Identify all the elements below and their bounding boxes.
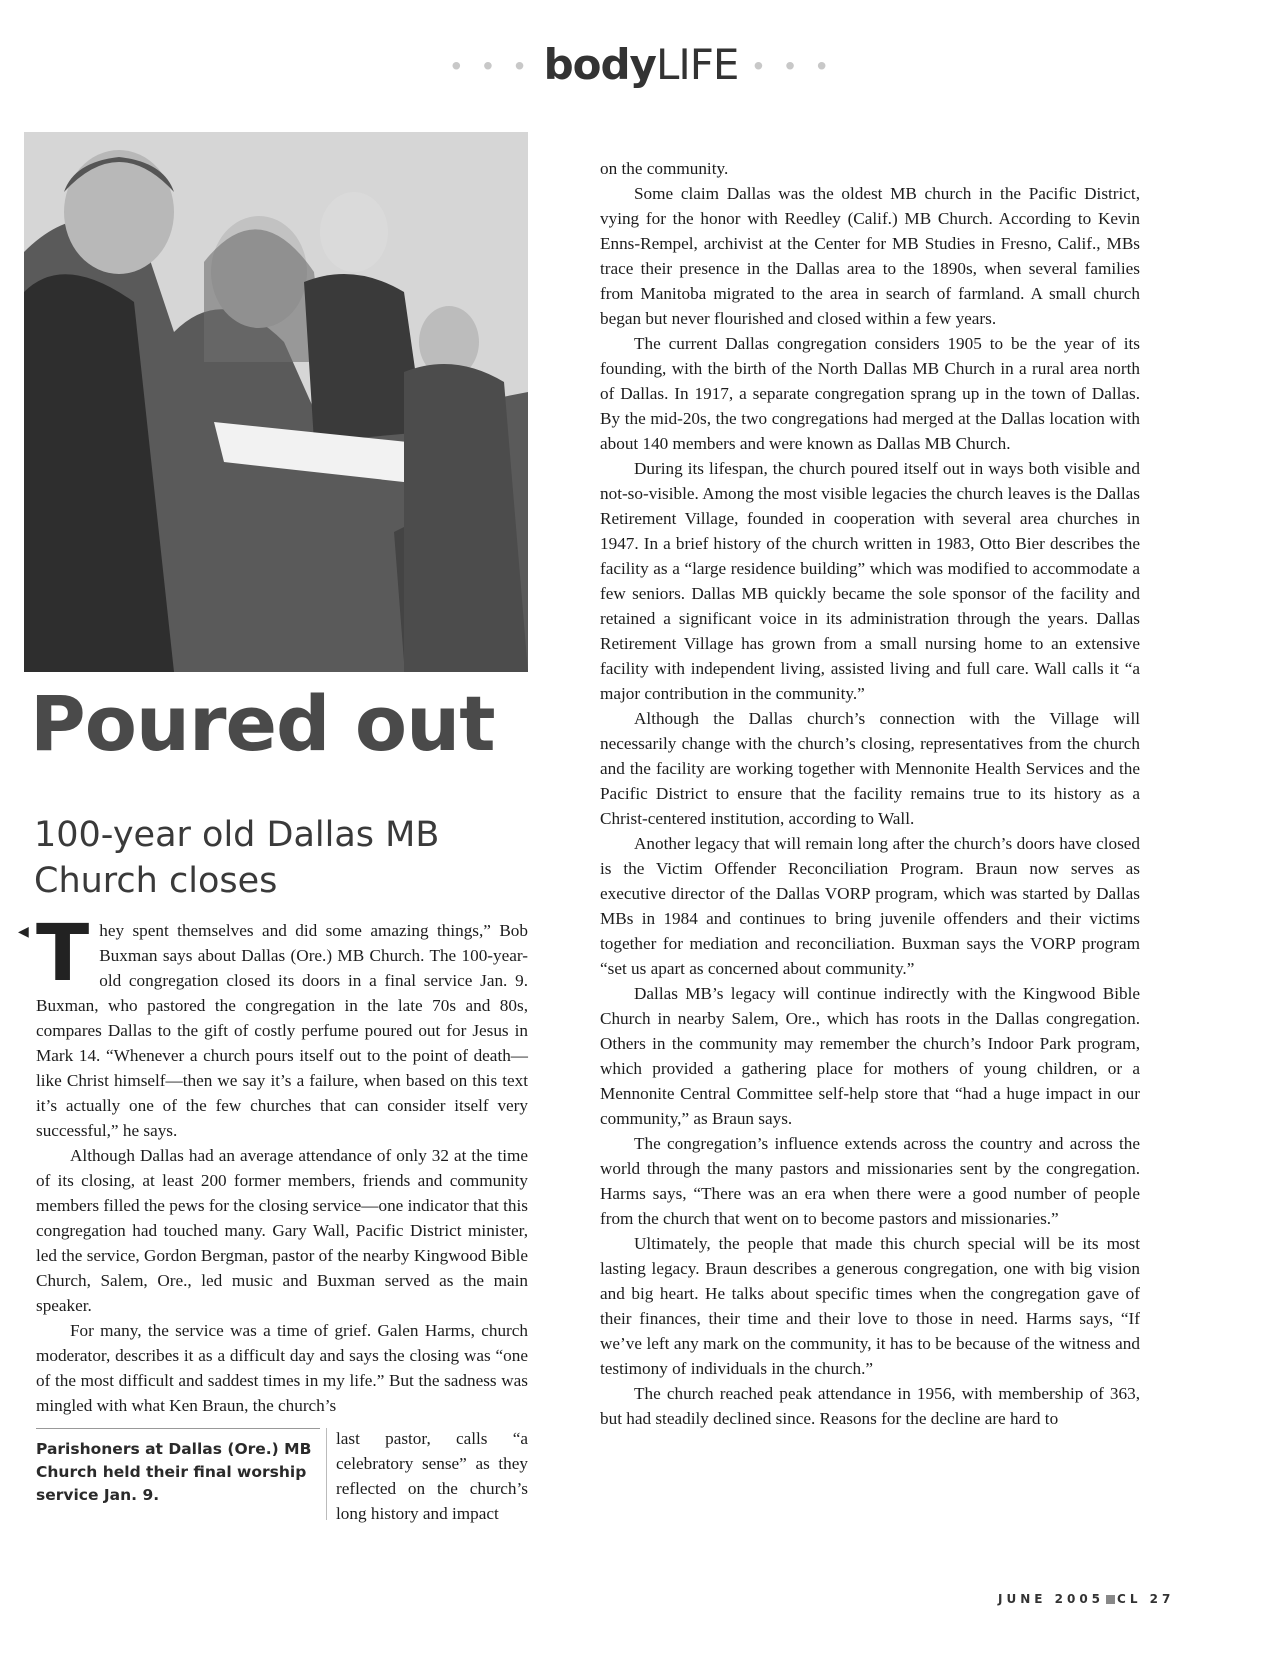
worship-photo xyxy=(24,132,528,672)
section-header xyxy=(0,40,1282,89)
folio-square-icon xyxy=(1106,1595,1115,1604)
caption-divider xyxy=(326,1428,327,1520)
page-folio xyxy=(998,1592,1174,1606)
right-column xyxy=(600,156,1140,1431)
left-paragraph-3: For many, the service was a time of grief. Galen Harms, church moderator, describes it as a difficult day and says the closing was “one of the most difficult and saddest times in my life.” But the sadness was mingled with what Ken Braun, the church’s xyxy=(36,1321,528,1415)
right-paragraph-2: The current Dallas congregation considers 1905 to be the year of its founding, with the birth of the North Dallas MB Church in a rural area north of Dallas. In 1917, a separate congregation sprang up in the town of Dallas. By the mid-20s, the two congregations had merged at the Dallas location with about 140 members and were known as Dallas MB Church. xyxy=(600,334,1140,453)
right-paragraph-1: Some claim Dallas was the oldest MB church in the Pacific District, vying for the honor with Reedley (Calif.) MB Church. According to Kevin Enns-Rempel, archivist at the Center for MB Studies in Fresno, Calif., MBs trace their presence in the Dallas area to the 1890s, when several families from Manitoba migrated to the area in search of farmland. A small church began but never flourished and closed within a few years. xyxy=(600,184,1140,328)
right-paragraph-4: Although the Dallas church’s connection with the Village will necessarily change with the church’s closing, representatives from the church and the facility are working together with Mennonite Health Services and the Pacific District to ensure that the facility remains true to its history as a Christ-centered institution, according to Wall. xyxy=(600,709,1140,828)
photo-caption: Parishoners at Dallas (Ore.) MB Church held their final worship service Jan. 9. xyxy=(36,1440,312,1504)
section-header-bold: body xyxy=(543,40,656,89)
article-subhead: 100-year old Dallas MB Church closes xyxy=(34,815,440,901)
right-paragraph-9: The church reached peak attendance in 1956, with membership of 363, but had steadily declined since. Reasons for the decline are hard to xyxy=(600,1384,1140,1428)
dots-right: • • • xyxy=(750,52,834,83)
right-paragraph-7: The congregation’s influence extends across the country and across the world through the many pastors and missionaries sent by the congregation. Harms says, “There was an era when there were a good number of people from the church that went on to become pastors and missionaries.” xyxy=(600,1134,1140,1228)
left-column xyxy=(36,909,528,1418)
caption-block xyxy=(36,1428,528,1523)
left-paragraph-2: Although Dallas had an average attendance of only 32 at the time of its closing, at least 200 former members, friends and community members filled the pews for the closing service—one indicator that this congregation had touched many. Gary Wall, Pacific District minister, led the service, Gordon Bergman, pastor of the nearby Kingwood Bible Church, Salem, Ore., led music and Buxman served as the main speaker. xyxy=(36,1146,528,1315)
left-paragraph-1-text: hey spent themselves and did some amazing things,” Bob Buxman says about Dallas (Ore.) MB Church. The 100-year-old congregation closed its doors in a final service Jan. 9. Buxman, who pastored the congregation in the late 70s and 80s, compares Dallas to the gift of costly perfume poured out for Jesus in Mark 14. “Whenever a church pours itself out to the point of death—like Christ himself—then we say it’s a failure, when based on this text it’s actually one of the few churches that can consider itself very successful,” he says. xyxy=(36,921,528,1140)
caption-rule xyxy=(36,1428,320,1429)
left-paragraph-3-continued: last pastor, calls “a celebratory sense” as they reflected on the church’s long history and impact xyxy=(336,1429,528,1523)
section-header-light: LIFE xyxy=(655,40,739,89)
dots-left: • • • xyxy=(448,52,532,83)
folio-date: JUNE 2005 xyxy=(998,1592,1105,1606)
drop-cap: T xyxy=(36,909,90,999)
article-headline: Poured out xyxy=(30,679,495,768)
folio-page: CL 27 xyxy=(1117,1592,1175,1606)
right-paragraph-6: Dallas MB’s legacy will continue indirectly with the Kingwood Bible Church in nearby Salem, Ore., which has roots in the Dallas congregation. Others in the community may remember the church’s Indoor Park program, which provided a gathering place for mothers of young children, or a Mennonite Central Committee self-help store that “had a huge impact in our community,” as Braun says. xyxy=(600,984,1140,1128)
right-paragraph-0: on the community. xyxy=(600,159,729,178)
paragraph-mark-icon: ◀ xyxy=(18,925,29,940)
left-paragraph-1 xyxy=(36,909,528,1143)
right-paragraph-5: Another legacy that will remain long after the church’s doors have closed is the Victim Offender Reconciliation Program. Braun now serves as executive director of the Dallas VORP program, which was started by Dallas MBs in 1984 and continues to bring juvenile offenders and their victims together for mediation and reconciliation. Buxman says the VORP program “set us apart as concerned about community.” xyxy=(600,834,1140,978)
photo-image-illustration xyxy=(24,132,528,672)
right-paragraph-8: Ultimately, the people that made this church special will be its most lasting legacy. Braun describes a generous congregation, one with big vision and big heart. He talks about specific times when the congregation gave of their finances, their time and their love to those in need. Harms says, “If we’ve left any mark on the community, it has to be because of the witness and testimony of individuals in the church.” xyxy=(600,1234,1140,1378)
right-paragraph-3: During its lifespan, the church poured itself out in ways both visible and not-so-visible. Among the most visible legacies the church leaves is the Dallas Retirement Village, founded in cooperation with several area churches in 1947. In a brief history of the church written in 1983, Otto Bier describes the facility as a “large residence building” which was modified to accommodate a few seniors. Dallas MB quickly became the sole sponsor of the facility and retained a significant voice in its administration through the years. Dallas Retirement Village has grown from a small nursing home to an extensive facility with independent living, assisted living and full care. Wall calls it “a major contribution in the community.” xyxy=(600,459,1140,703)
